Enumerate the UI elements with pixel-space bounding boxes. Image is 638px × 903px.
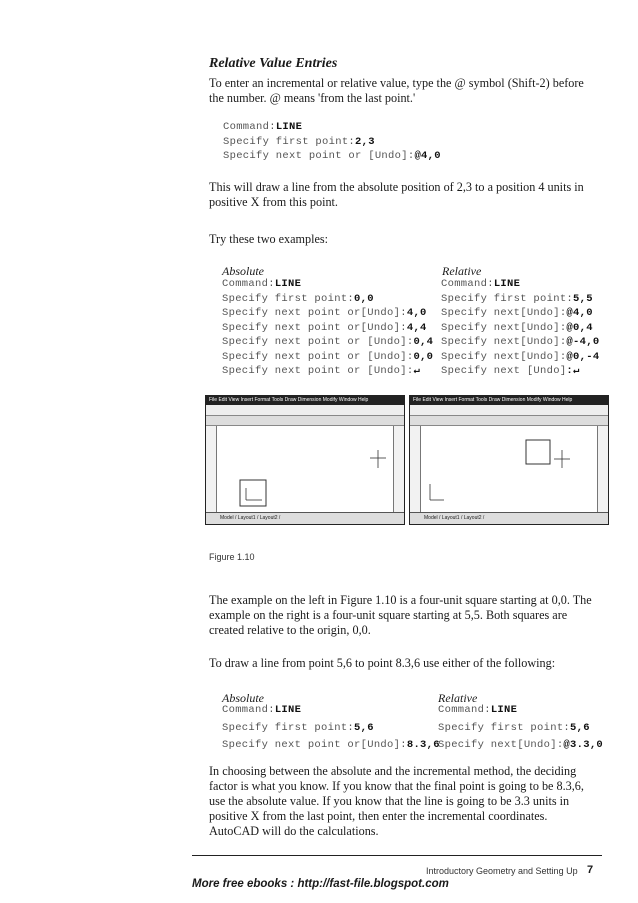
toolbar: [206, 405, 404, 416]
modify-toolbar: [393, 426, 404, 512]
draw-text: To draw a line from point 5,6 to point 8.3,6 use either of the following:: [209, 656, 556, 670]
cmd-line: Specify next[Undo]:@0,4: [441, 321, 593, 334]
ex2-absolute-commands: [222, 703, 440, 753]
layout-tabs: Model / Layout1 / Layout2 /: [410, 512, 608, 524]
cmd-line: Specify next point or [Undo]:0,0: [222, 350, 434, 363]
draw-toolbar: [206, 426, 217, 512]
cmd-line: Specify next point or[Undo]:8.3,6: [222, 739, 440, 751]
app-menubar: File Edit View Insert Format Tools Draw Dimension Modify Window Help: [206, 396, 404, 405]
running-title: Introductory Geometry and Setting Up: [426, 866, 578, 876]
figure-left-screenshot: [205, 395, 405, 525]
ex1-absolute-commands: [222, 277, 433, 379]
cmd-line: Specify next point or[Undo]:4,4: [222, 321, 427, 334]
conclusion-paragraph: In choosing between the absolute and the incremental method, the deciding factor is what you know. If you know that the final point is going to be 8.3,6, use the absolute value. If you know that the line is going to be 3.3 units in positive X from the last point, then enter the incremental coordinates. AutoCAD will do the calculations.: [209, 764, 584, 838]
ex2-relative-heading: Relative: [438, 691, 478, 705]
ex2-absolute-heading: Absolute: [222, 691, 264, 705]
cmd-line: Specify first point:0,0: [222, 292, 374, 305]
cmd-line: Specify first point:5,6: [222, 721, 374, 734]
explain-paragraph-1: This will draw a line from the absolute position of 2,3 to a position 4 units in positive X from this point.: [209, 180, 584, 209]
cmd-line: Specify first point:2,3: [223, 135, 375, 148]
ex1-absolute-heading: Absolute: [222, 264, 264, 278]
cmd-line: Specify next point or[Undo]:4,0: [222, 307, 427, 319]
square-shape: [526, 440, 550, 464]
try-text: Try these two examples:: [209, 232, 329, 246]
promo-link[interactable]: More free ebooks : http://fast-file.blogspot.com: [192, 878, 449, 890]
cmd-line: Command:LINE: [222, 704, 302, 716]
section-heading: Relative Value Entries: [209, 56, 338, 71]
figure-right-screenshot: [409, 395, 609, 525]
cmd-line: Command:LINE: [223, 121, 303, 133]
footer-rule: [192, 855, 602, 856]
drawing-area: [218, 428, 392, 510]
page-number: 7: [587, 864, 594, 876]
cmd-line: Specify next[Undo]:@4,0: [441, 307, 593, 319]
cmd-line: Specify first point:5,6: [438, 721, 590, 734]
draw-toolbar: [410, 426, 421, 512]
cmd-line: Specify next point or [Undo]:0,4: [222, 336, 434, 348]
layout-tabs: Model / Layout1 / Layout2 /: [206, 512, 404, 524]
cmd-line: Specify next point or [Undo]:↵: [222, 365, 421, 377]
ex1-relative-heading: Relative: [442, 264, 482, 278]
cmd-line: Command:LINE: [438, 704, 518, 716]
cmd-line: Command:LINE: [441, 278, 521, 290]
cmd-line: Specify first point:5,5: [441, 292, 593, 305]
cmd-line: Specify next [Undo]:↵: [441, 365, 580, 377]
figure-caption: Figure 1.10: [209, 552, 255, 562]
square-shape: [240, 480, 266, 506]
command-block-1: [223, 120, 441, 164]
toolbar: [206, 416, 404, 426]
cmd-line: Command:LINE: [222, 278, 302, 290]
ex2-relative-commands: [438, 703, 603, 753]
app-menubar: File Edit View Insert Format Tools Draw Dimension Modify Window Help: [410, 396, 608, 405]
drawing-area: [422, 428, 596, 510]
modify-toolbar: [597, 426, 608, 512]
cmd-line: Specify next point or [Undo]:@4,0: [223, 150, 441, 162]
explain-paragraph-2: The example on the left in Figure 1.10 is a four-unit square starting at 0,0. The example on the right is a four-unit square starting at 5,5. Both squares are created relative to the origin, 0,0.: [209, 593, 592, 637]
toolbar: [410, 416, 608, 426]
cmd-line: Specify next[Undo]:@3.3,0: [438, 739, 604, 751]
intro-paragraph: To enter an incremental or relative value, type the @ symbol (Shift-2) before the number. @ means 'from the last point.': [209, 76, 584, 105]
toolbar: [410, 405, 608, 416]
ex1-relative-commands: [441, 277, 599, 379]
cmd-line: Specify next[Undo]:@-4,0: [441, 336, 600, 348]
cmd-line: Specify next[Undo]:@0,-4: [441, 350, 600, 363]
